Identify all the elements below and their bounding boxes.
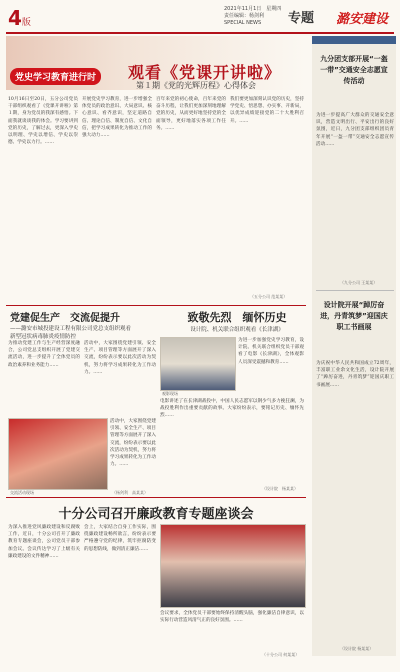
brand-logo: 潞安建设 — [336, 12, 389, 27]
sidebar-body-2: 为庆祝中华人民共和国成立72周年，丰富职工业余文化生活，设计院开展了“踔厉奋进，丹青筑梦”迎国庆职工书画展…… — [316, 361, 394, 388]
header-date: 2021年11月1日 星期四 — [224, 6, 282, 12]
article1-col1: 10月16日至20日，五分公司党员干部组织观看了《党课开讲啦》第１期，身为党员的我深有感悟。下面我就谈谈我的体会。学习要讲到党的历史，了解过去，更深入学史以明理、学史以增信、学史以崇德、学史以力行。…… — [8, 97, 78, 146]
party-history-badge: 党史学习教育进行时 — [10, 68, 101, 85]
page-number: 4版 — [8, 6, 31, 30]
article2-title: 党建促生产 交流促提升 ——潞安市城投建设工程有限公司党总支组织观看 新型冠状病毒肺炎疫情防控 — [10, 309, 152, 340]
photo-symposium — [160, 524, 306, 608]
sidebar-signature-1: （九分公司 王某某） — [340, 280, 378, 285]
article2-signature: （杨剑利 高某某） — [112, 490, 148, 495]
article3-signature: （设计院 杨某某） — [262, 486, 298, 491]
section-title: 专题 — [288, 11, 315, 26]
divider — [6, 497, 306, 498]
article4-col1: 为深入推进党风廉政建设和反腐败工作，近日，十分公司召开了廉政教育专题座谈会，公司党员干部参加会议。会议传达学习了上级有关廉政建设的文件精神…… — [8, 525, 80, 559]
article2-col2: 活动中，大家围绕党建引领、安全生产、项目管理等方面展开了深入交流，纷纷表示要以此次活动为契机，努力将学习成果转化为工作动力。…… — [84, 341, 156, 375]
article1-col4: 我们要更加深刻认识党的历史，坚持学党史、悟思想、办实事、开新局，以优异成绩迎接党的二十大胜利召开。…… — [230, 97, 304, 124]
sidebar-divider — [316, 290, 394, 291]
sidebar-signature-2: （设计院 杨某某） — [340, 646, 374, 651]
article4-col3: 会议要求，全体党员干部要始终保持清醒头脑，强化廉洁自律意识，以实际行动营造风清气正的良好氛围。…… — [160, 611, 304, 624]
article2-subtitle: ——潞安市城投建设工程有限公司党总支组织观看 — [10, 326, 132, 332]
page-header — [6, 4, 394, 34]
article4-title: 十分公司召开廉政教育专题座谈会 — [58, 507, 254, 522]
subheadline: 第１期《党的光辉历程》心得体会 — [136, 81, 256, 90]
photo-movie-viewing — [160, 337, 236, 391]
page-number-suffix: 版 — [21, 18, 31, 28]
photo-exchange-activity — [8, 418, 108, 490]
article3-title: 致敬先烈 缅怀历史 设计院、机关联合组织观看《长津湖》 — [170, 309, 304, 333]
article1-signature: （五分公司 范某某） — [250, 294, 288, 299]
headline: 观看《党课开讲啦》 — [128, 63, 282, 82]
article2-subtitle-2: 新型冠状病毒肺炎疫情防控 — [10, 334, 77, 340]
header-editor: 责任编辑：杨剑利 — [224, 13, 265, 19]
photo-caption: 交流活动现场 — [10, 490, 34, 495]
article1-col3: 百年来党的初心使命，百年来党的奋斗历程，让我们更加深刻地理解党的历史，从而更好地坚持党的全面领导，更好地落实各项工作任务。…… — [156, 97, 226, 131]
sidebar-band — [312, 36, 396, 44]
sidebar-title-1: 九分团支部开展“一盔一带”交通安全志愿宣传活动 — [320, 55, 388, 85]
article2-col1: 为推动党建工作与生产经营深度融合，公司党总支组织开展了党建交流活动，进一步提升了全体党员的政治素养和业务能力…… — [8, 341, 80, 368]
sidebar-title-2: 设计院开展“踔厉奋进，丹青筑梦”迎国庆职工书画展 — [320, 301, 388, 331]
article3-subtitle: 设计院、机关联合组织观看《长津湖》 — [190, 327, 284, 333]
photo-caption: 观影现场 — [162, 391, 178, 396]
header-special: SPECIAL NEWS — [224, 20, 262, 26]
article1-col2: 开展党史学习教育，进一步增强全体党员的政治意识、大局意识、核心意识、看齐意识，坚定道路自信、理论自信、制度自信、文化自信，把学习成果转化为推动工作的强大动力…… — [82, 97, 152, 139]
article4-col2: 会上，大家结合自身工作实际，围绕廉政建设畅所欲言，纷纷表示要严格遵守党的纪律，筑牢拒腐防变的思想防线，做到清正廉洁…… — [84, 525, 156, 552]
article2-col3: 活动中，大家围绕党建引领、安全生产、项目管理等方面展开了深入交流，纷纷表示要以此次活动为契机，努力将学习成果转化为工作动力。…… — [110, 419, 156, 468]
article3-col1: 为进一步加强党史学习教育，设计院、机关联合组织党员干部观看了电影《长津湖》，全体观影人员深受震撼和教育…… — [238, 338, 304, 365]
sidebar-body-1: 为进一步提高广大群众的交通安全意识，营造文明出行、平安出行的良好氛围，近日，九分团支部组织团员青年开展“一盔一带”交通安全志愿宣传活动…… — [316, 113, 394, 147]
divider — [6, 305, 306, 306]
article4-signature: （十分公司 何某某） — [262, 652, 300, 657]
article3-col2: 电影讲述了在长津湖战役中，中国人民志愿军以钢少气多力挽狂澜，为战役胜利作出重要贡献的故事。大家纷纷表示，要铭记历史、缅怀先烈…… — [160, 399, 304, 419]
